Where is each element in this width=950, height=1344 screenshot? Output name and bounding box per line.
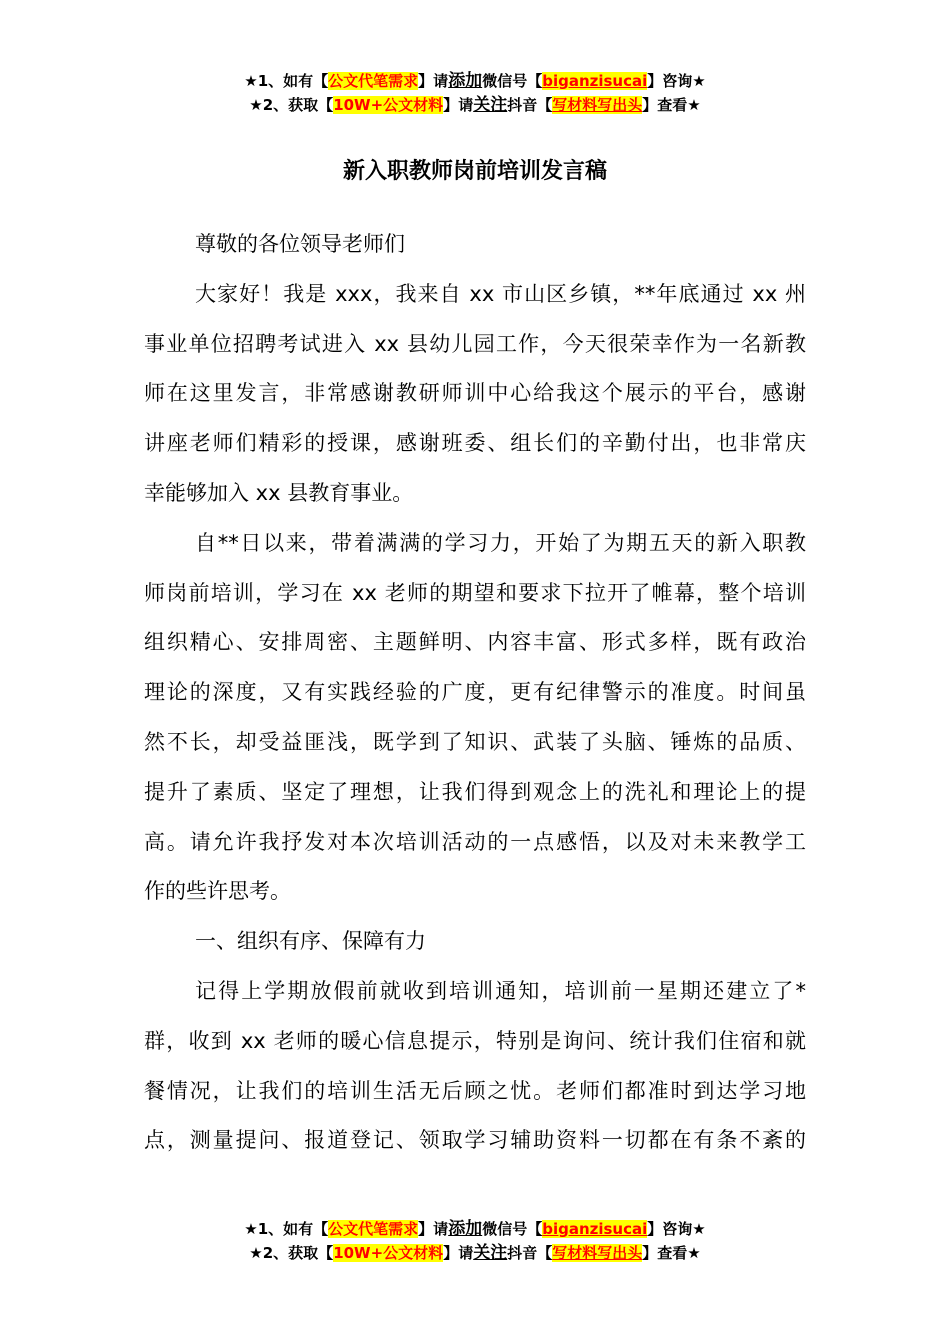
- banner-line-2: ★2、获取【10W+公文材料】请关注抖音【写材料写出头】查看★: [249, 95, 701, 115]
- banner-line-1: ★1、如有【公文代笔需求】请添加微信号【biganzisucai】咨询★: [244, 71, 706, 91]
- text-line: 大家好！我是 xxx，我来自 xx 市山区乡镇，**年底通过 xx 州: [195, 281, 806, 306]
- text-line: 高。请允许我抒发对本次培训活动的一点感悟，以及对未来教学工: [144, 829, 806, 854]
- document-title: 新入职教师岗前培训发言稿: [342, 159, 607, 184]
- text-line: 尊敬的各位领导老师们: [195, 232, 405, 256]
- text-line: 幸能够加入 xx 县教育事业。: [144, 480, 414, 505]
- text-line: 作的些许思考。: [144, 879, 291, 904]
- top-banner: [0, 69, 950, 117]
- text-line: 讲座老师们精彩的授课，感谢班委、组长们的辛勤付出，也非常庆: [144, 431, 806, 456]
- text-line: 提升了素质、坚定了理想，让我们得到观念上的洗礼和理论上的提: [144, 779, 806, 804]
- banner-line-2: ★2、获取【10W+公文材料】请关注抖音【写材料写出头】查看★: [249, 1243, 701, 1263]
- text-line: 点，测量提问、报道登记、领取学习辅助资料一切都在有条不紊的: [144, 1128, 806, 1153]
- text-line: 然不长，却受益匪浅，既学到了知识、武装了头脑、锤炼的品质、: [144, 729, 806, 754]
- banner-line-1: ★1、如有【公文代笔需求】请添加微信号【biganzisucai】咨询★: [244, 1219, 706, 1239]
- text-line: 组织精心、安排周密、主题鲜明、内容丰富、形式多样，既有政治: [144, 630, 806, 655]
- text-line: 师在这里发言，非常感谢教研师训中心给我这个展示的平台，感谢: [144, 381, 806, 406]
- text-line: 师岗前培训，学习在 xx 老师的期望和要求下拉开了帷幕，整个培训: [144, 580, 806, 605]
- text-line: 事业单位招聘考试进入 xx 县幼儿园工作，今天很荣幸作为一名新教: [144, 331, 806, 356]
- text-line: 餐情况，让我们的培训生活无后顾之忧。老师们都准时到达学习地: [144, 1078, 806, 1103]
- text-line: 理论的深度，又有实践经验的广度，更有纪律警示的准度。时间虽: [144, 680, 806, 705]
- bottom-banner: [0, 1217, 950, 1265]
- text-line: 记得上学期放假前就收到培训通知，培训前一星期还建立了*: [195, 978, 806, 1003]
- document-body: [144, 226, 806, 1172]
- text-line: 一、组织有序、保障有力: [195, 929, 426, 954]
- text-line: 群，收到 xx 老师的暖心信息提示，特别是询问、统计我们住宿和就: [144, 1028, 806, 1053]
- text-line: 自**日以来，带着满满的学习力，开始了为期五天的新入职教: [195, 530, 806, 555]
